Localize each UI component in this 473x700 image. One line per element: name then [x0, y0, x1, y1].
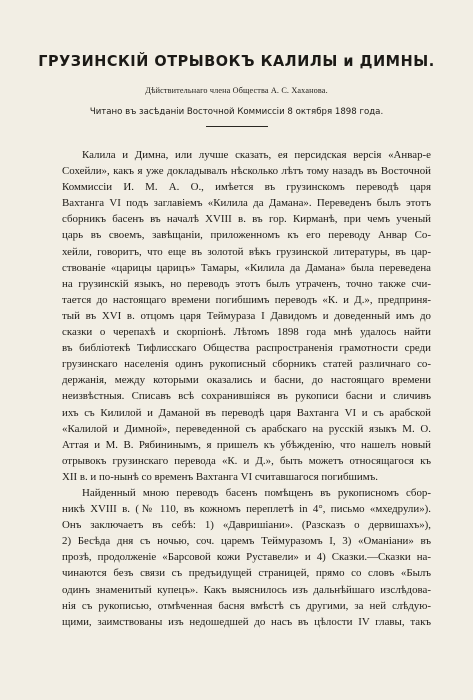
text-line: тый въ XVI в. отцомъ царя Теймураза I Давидомъ и доведенный имъ до [62, 309, 431, 322]
text-line: прозѣ, продолженіе «Барсовой кожи Руставели» и 4) Сказки.—Сказки на- [62, 551, 431, 564]
text-line: никѣ XVIII в. (№ 110, въ кожномъ переплетѣ in 4°, письмо «мхедрули»). [62, 503, 431, 516]
text-line: ствованіе «царицы царицъ» Тамары, «Килила да Дамана» была переведена [62, 261, 431, 274]
author-line: Дѣйствительнаго члена Общества А. С. Хаханова. [145, 86, 328, 95]
text-line: XII в. и по-нынѣ со временъ Вахтанга VI считавшагося погибшимъ. [62, 470, 378, 483]
text-line: царь въ своемъ, завѣщаніи, приложенномъ къ его переводу Анвар Со- [62, 229, 431, 242]
text-line: 2) Бесѣда дня съ ночью, соч. царемъ Теймуразомъ I, 3) «Оманіани» въ [62, 535, 431, 548]
text-line: хейли, говоритъ, что еще въ золотой вѣкъ грузинской литературы, въ цар- [62, 245, 431, 258]
text-line: Аттая и М. В. Рябининымъ, я пришелъ къ убѣжденію, что нашелъ новый [62, 438, 431, 451]
text-line: Найденный мною переводъ басенъ помѣщенъ въ рукописномъ сбор- [82, 486, 431, 499]
article-title: ГРУЗИНСКІЙ ОТРЫВОКЪ КАЛИЛЫ и ДИМНЫ. [38, 52, 435, 70]
text-line: одинъ знаменитый купецъ». Какъ выяснилось изъ дальнѣйшаго изслѣдова- [62, 583, 431, 596]
body-text [62, 147, 431, 630]
text-line: ихъ съ Килилой и Даманой въ переводѣ царя Вахтанга VI и съ арабской [62, 406, 431, 419]
text-line: Сохейли», какъ я уже докладывалъ нѣсколько лѣтъ тому назадъ въ Восточной [62, 165, 431, 178]
text-line: отрывокъ грузинскаго перевода «К. и Д.», быть можетъ относящагося къ [62, 454, 431, 467]
text-line: держанія, между которыми оказались и басни, до настоящаго времени [62, 374, 431, 387]
text-line: въ библіотекѣ Тифлисскаго Общества распространенія грамотности среди [62, 342, 431, 355]
text-line: грузинскаго населенія одинъ рукописный сборникъ статей различнаго со- [62, 358, 431, 371]
text-line: нія съ рукописью, отмѣченная басня вмѣстѣ съ другими, за ней слѣдую- [62, 599, 431, 612]
text-line: Калила и Димна, или лучше сказать, ея персидская версія «Анвар-е [82, 149, 431, 161]
text-line: неизвѣстныя. Списавъ всѣ сохранившіяся въ рукописи басни и сличивъ [62, 390, 431, 403]
separator-rule [206, 126, 268, 127]
text-line: Коммиссіи И. М. А. О., имѣется въ грузинскомъ переводѣ царя [62, 181, 431, 194]
text-line: Вахтанга VI подъ заглавіемъ «Килила да Дамана». Переведенъ былъ этотъ [62, 197, 431, 210]
text-line: сказки о черепахѣ и скорпіонѣ. Лѣтомъ 1898 года мнѣ удалось найти [62, 326, 431, 339]
text-line: чинаются безъ связи съ предъидущей страницей, прямо со словъ «Былъ [62, 567, 431, 580]
text-line: щими, заимствованы изъ недошедшей до насъ въ цѣлости IV главы, такъ [62, 615, 431, 628]
text-line: Онъ заключаетъ въ себѣ: 1) «Давришіани». (Разсказъ о дервишахъ»), [62, 519, 431, 532]
text-line: «Калилой и Димной», переведенной съ арабскаго на русскій языкъ М. О. [62, 422, 431, 435]
text-line: сборникъ басенъ въ началѣ XVIII в. въ гор. Кирманѣ, при чемъ ученый [62, 213, 431, 226]
reading-note: Читано въ засѣданіи Восточной Коммиссіи 8 октября 1898 года. [89, 107, 384, 117]
text-line: тается до настоящаго времени погибшимъ переводъ «К. и Д.», предприня- [62, 293, 431, 306]
text-line: на грузинскій языкъ, но переводъ этотъ былъ утраченъ, точно также счи- [62, 277, 431, 290]
